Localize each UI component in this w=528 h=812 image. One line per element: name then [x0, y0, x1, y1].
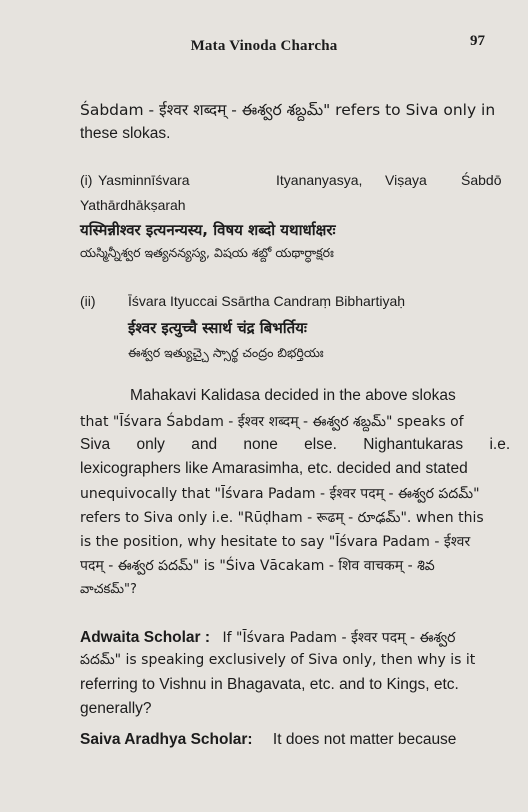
page-number: 97 — [470, 33, 485, 49]
p2-line8: पदम् - ఈశ్వర పదమ్" is "Śiva Vācakam - शिव वाचकम् - శివ — [80, 558, 435, 574]
p2-line9: వాచకమ్"? — [80, 582, 137, 597]
verse1-number: (i) — [80, 172, 93, 188]
p3-line4: generally? — [80, 700, 152, 717]
p4-text: It does not matter because — [272, 731, 457, 748]
verse2-number: (ii) — [80, 293, 96, 309]
p2-line6: refers to Siva only i.e. "Rūḍham - रूढम् - రూఢమ్". when this — [80, 510, 484, 526]
p4-line1 — [80, 731, 456, 749]
verse1-word1: Yasminnīśvara — [98, 172, 190, 188]
p3-line3: referring to Vishnu in Bhagavata, etc. and to Kings, etc. — [80, 676, 459, 693]
p1-line1: Śabdam - ईश्वर शब्दम् - ఈశ్వర శబ్దమ్" refers to Siva only in — [80, 101, 496, 119]
verse2-roman: Īśvara Ityuccai Ssārtha Candraṃ Bibhartiyaḥ — [128, 293, 406, 309]
p3-speaker: Adwaita Scholar : — [80, 629, 211, 646]
p3-line2: పదమ్" is speaking exclusively of Siva only, then why is it — [80, 652, 476, 668]
verse1-telugu: యస్మిన్నీశ్వర ఇత్యనన్యస్య, విషయ శబ్దో యథార్ధాక్షరః — [80, 245, 334, 260]
verse2-telugu: ఈశ్వర ఇత్యుచ్చై స్సార్థ చంద్రం బిభర్తియః — [128, 345, 324, 360]
p1-line2: these slokas. — [80, 125, 171, 142]
verse1-word2: Ityananyasya, — [276, 172, 363, 188]
verse1-line2: Yathārdhākṣarah — [80, 197, 186, 213]
verse1-word3: Viṣaya — [385, 172, 427, 188]
p2-line2: that "Īśvara Śabdam - ईश्वर शब्दम् - ఈశ్వర శబ్దమ్" speaks of — [80, 414, 464, 430]
p2-line4: lexicographers like Amarasimha, etc. decided and stated — [80, 460, 468, 477]
p3-line1 — [80, 628, 455, 649]
verse1-devanagari: यस्मिन्नीश्वर इत्यनन्यस्य, विषय शब्दो यथार्धाक्षरः — [80, 221, 336, 239]
p3-first-text: If "Īśvara Padam - ईश्वर पदम् - ఈశ్వర — [222, 630, 456, 646]
p2-line3: Siva only and none else. Nighantukaras i.e. — [80, 436, 511, 453]
verse2-devanagari: ईश्वर इत्युच्चै स्सार्थ चंद्र बिभर्तियः — [128, 319, 307, 337]
p4-speaker: Saiva Aradhya Scholar: — [80, 731, 253, 748]
p2-line5: unequivocally that "Īśvara Padam - ईश्वर पदम् - ఈశ్వర పదమ్" — [80, 486, 480, 502]
verse1-word4: Śabdō — [461, 172, 502, 188]
p2-line7: is the position, why hesitate to say "Īśvara Padam - ईश्वर — [80, 534, 471, 550]
p2-line1: Mahakavi Kalidasa decided in the above slokas — [130, 387, 456, 404]
running-title: Mata Vinoda Charcha — [190, 38, 338, 54]
